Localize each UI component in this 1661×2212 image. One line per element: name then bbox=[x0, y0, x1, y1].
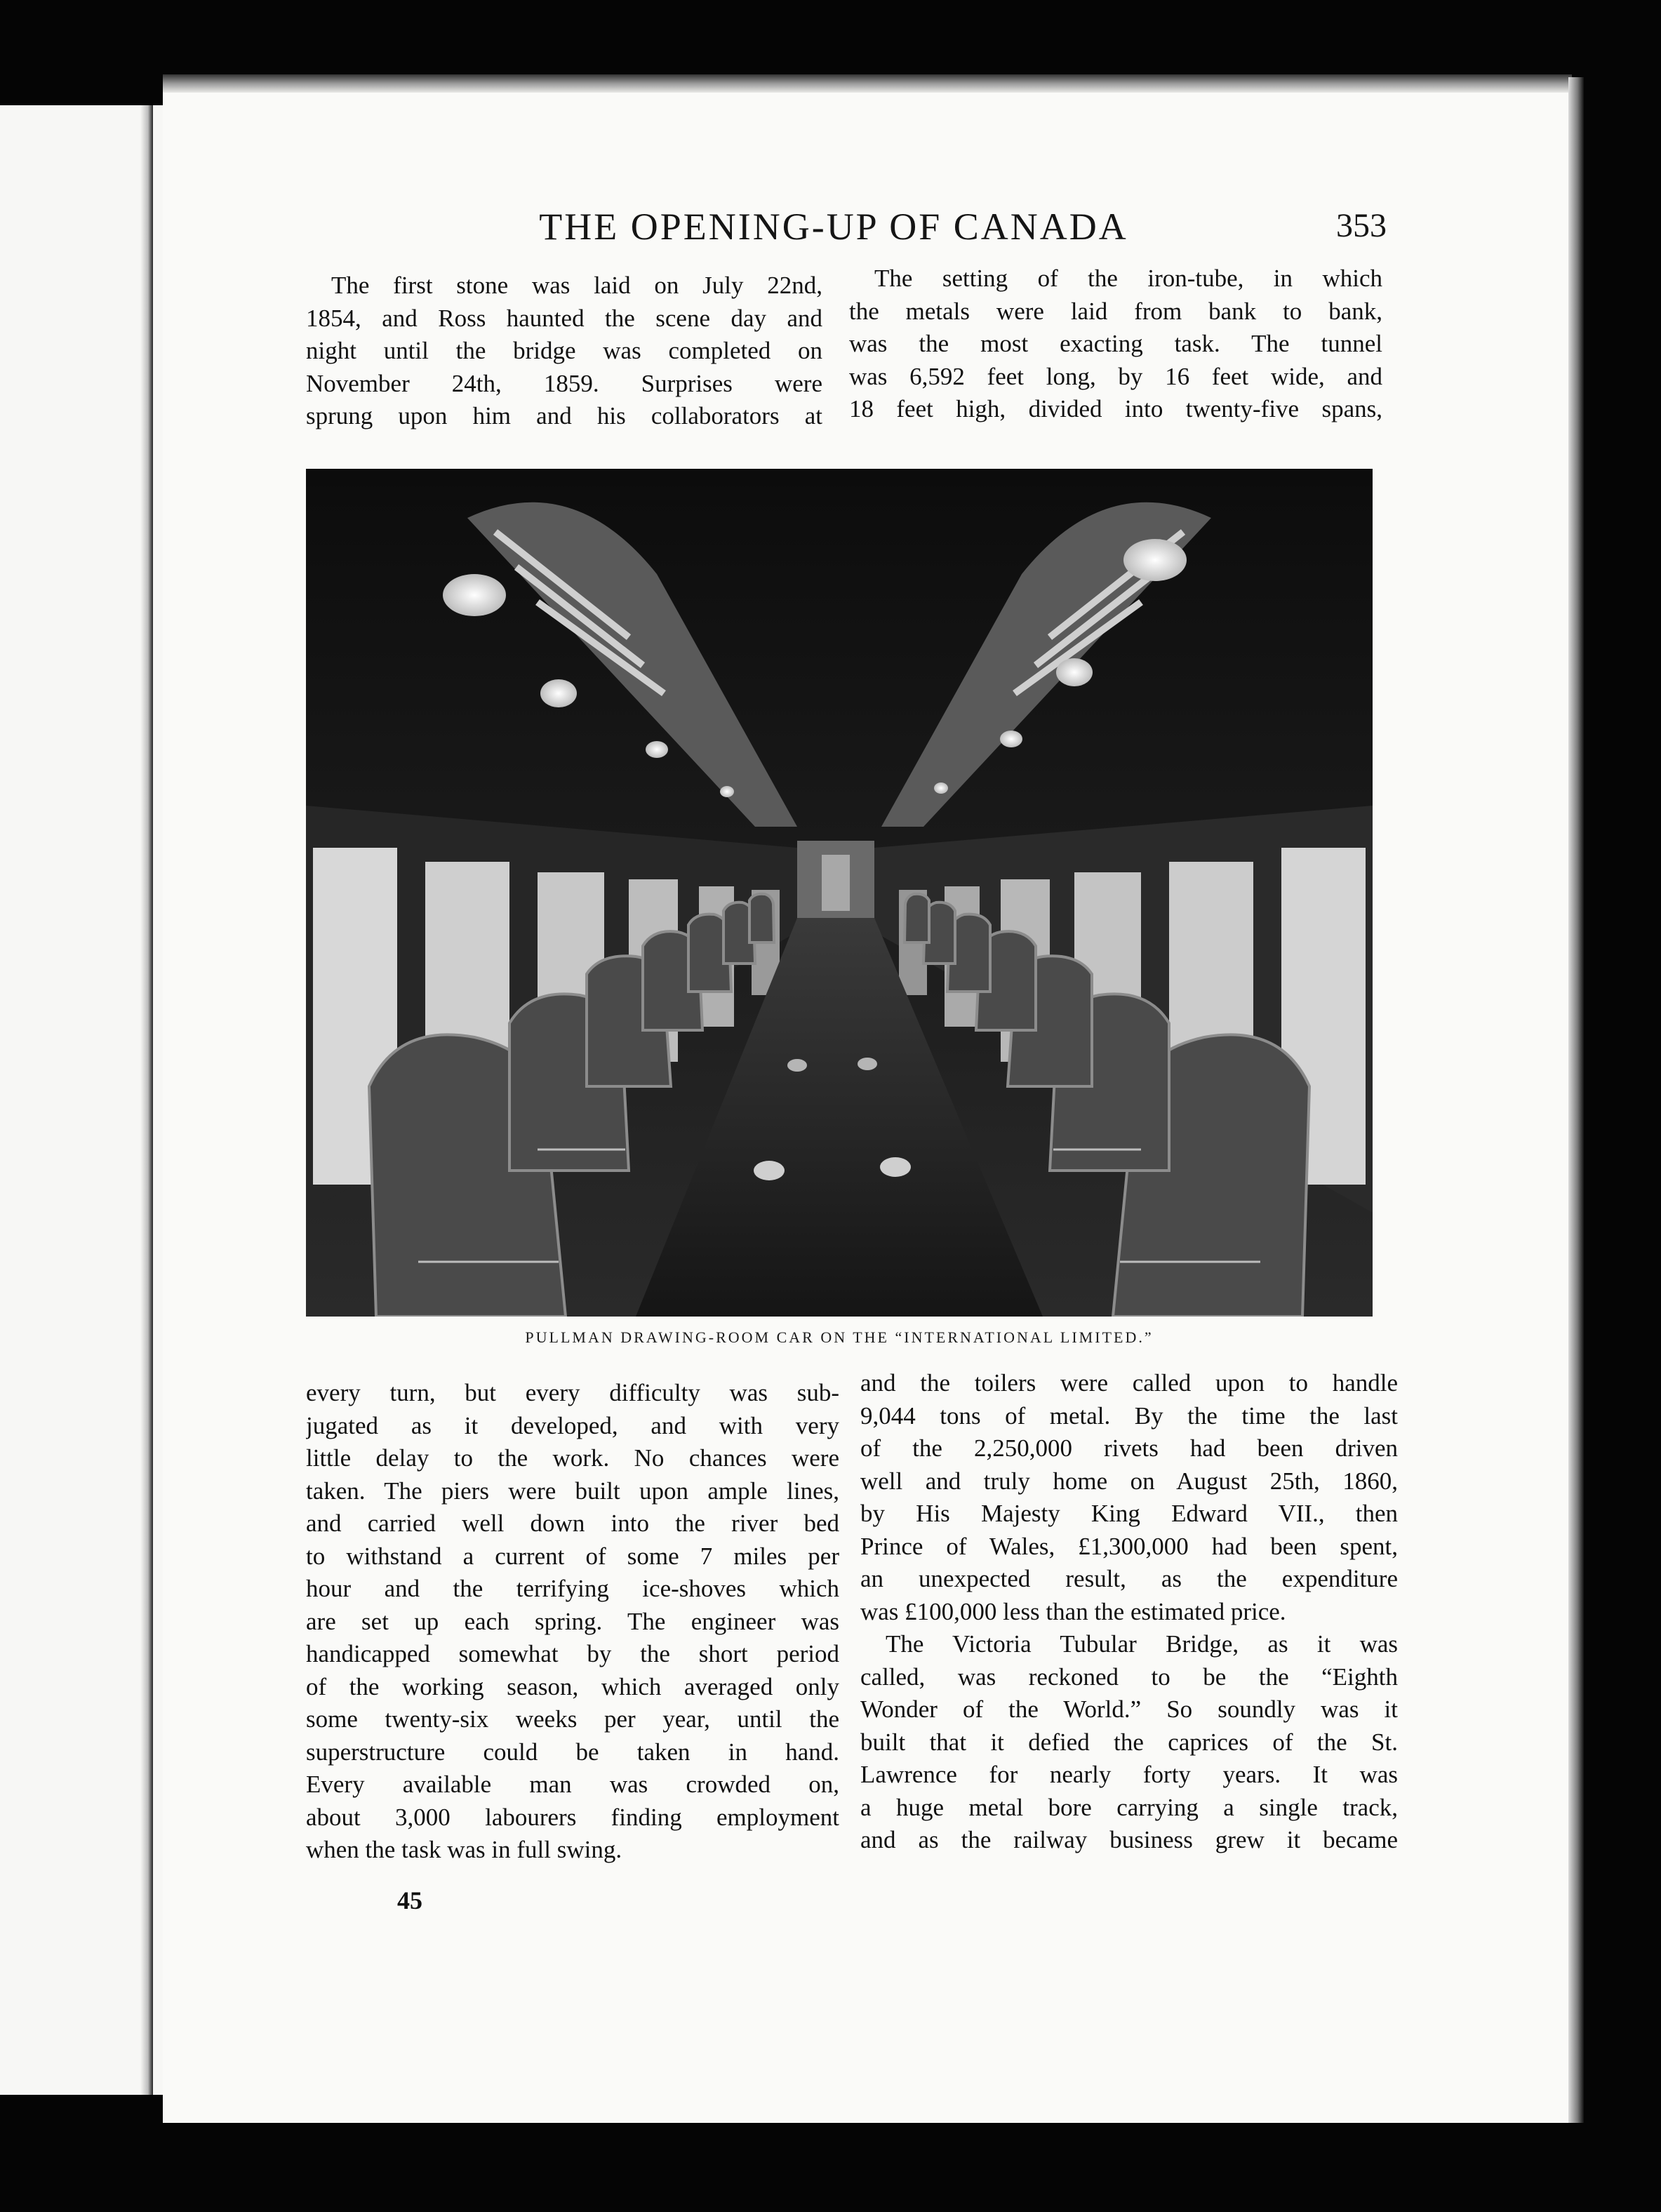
text-column-top-right bbox=[849, 262, 1382, 426]
text-line: Every available man was crowded on, bbox=[306, 1771, 839, 1798]
text-line: superstructure could be taken in hand. bbox=[306, 1738, 839, 1766]
text-line: The first stone was laid on July 22nd, bbox=[331, 272, 822, 299]
text-line: The setting of the iron-tube, in which bbox=[874, 265, 1382, 292]
text-line: handicapped somewhat by the short period bbox=[306, 1640, 839, 1667]
text-line: jugated as it developed, and with very bbox=[306, 1411, 839, 1439]
page-top-edge bbox=[163, 74, 1572, 93]
text-line: November 24th, 1859. Surprises were bbox=[306, 369, 822, 397]
text-line: when the task was in full swing. bbox=[306, 1836, 622, 1863]
text-line: some twenty-six weeks per year, until the bbox=[306, 1705, 839, 1733]
text-line: and carried well down into the river bed bbox=[306, 1510, 839, 1537]
text-line: of the 2,250,000 rivets had been driven bbox=[860, 1434, 1398, 1462]
text-line: was 6,592 feet long, by 16 feet wide, and bbox=[849, 362, 1382, 390]
text-line: of the working season, which averaged only bbox=[306, 1672, 839, 1700]
text-line: The Victoria Tubular Bridge, as it was bbox=[886, 1630, 1398, 1658]
page-right-edge bbox=[1568, 77, 1584, 2123]
text-line: built that it defied the caprices of the St. bbox=[860, 1728, 1398, 1756]
text-line: well and truly home on August 25th, 1860, bbox=[860, 1467, 1398, 1495]
text-line: called, was reckoned to be the “Eighth bbox=[860, 1663, 1398, 1691]
book-gutter-shadow bbox=[140, 105, 153, 2095]
text-line: 9,044 tons of metal. By the time the last bbox=[860, 1401, 1398, 1430]
text-line: 1854, and Ross haunted the scene day and bbox=[306, 304, 822, 332]
figure-caption: PULLMAN DRAWING-ROOM CAR ON THE “INTERNATIONAL LIMITED.” bbox=[525, 1328, 1154, 1346]
text-line: hour and the terrifying ice-shoves which bbox=[306, 1575, 839, 1602]
text-line: are set up each spring. The engineer was bbox=[306, 1607, 839, 1635]
text-line: was £100,000 less than the estimated price. bbox=[860, 1597, 1286, 1625]
text-line: Lawrence for nearly forty years. It was bbox=[860, 1761, 1398, 1788]
pullman-car-photograph bbox=[306, 469, 1373, 1317]
text-line: an unexpected result, as the expenditure bbox=[860, 1565, 1398, 1592]
text-line: and the toilers were called upon to handle bbox=[860, 1369, 1398, 1397]
text-line: by His Majesty King Edward VII., then bbox=[860, 1500, 1398, 1527]
text-line: taken. The piers were built upon ample lines, bbox=[306, 1477, 839, 1505]
text-line: Wonder of the World.” So soundly was it bbox=[860, 1695, 1398, 1723]
text-line: 18 feet high, divided into twenty-five spans, bbox=[849, 395, 1382, 422]
text-line: every turn, but every difficulty was sub- bbox=[306, 1379, 839, 1406]
running-title: THE OPENING-UP OF CANADA bbox=[539, 206, 1128, 248]
text-line: sprung upon him and his collaborators at bbox=[306, 402, 822, 429]
text-line: the metals were laid from bank to bank, bbox=[849, 297, 1382, 325]
text-line: Prince of Wales, £1,300,000 had been spent, bbox=[860, 1532, 1398, 1560]
text-line: was the most exacting task. The tunnel bbox=[849, 330, 1382, 357]
text-column-bottom-right bbox=[860, 1367, 1398, 1857]
text-line: about 3,000 labourers finding employment bbox=[306, 1803, 839, 1831]
text-column-top-left bbox=[306, 269, 822, 433]
text-line: a huge metal bore carrying a single track, bbox=[860, 1793, 1398, 1821]
text-line: night until the bridge was completed on bbox=[306, 337, 822, 364]
text-line: and as the railway business grew it became bbox=[860, 1826, 1398, 1853]
signature-mark: 45 bbox=[397, 1886, 422, 1914]
facing-page bbox=[0, 105, 163, 2095]
text-line: to withstand a current of some 7 miles per bbox=[306, 1542, 839, 1570]
text-column-bottom-left bbox=[306, 1377, 839, 1867]
page-number: 353 bbox=[1336, 207, 1387, 244]
text-line: little delay to the work. No chances were bbox=[306, 1444, 839, 1472]
